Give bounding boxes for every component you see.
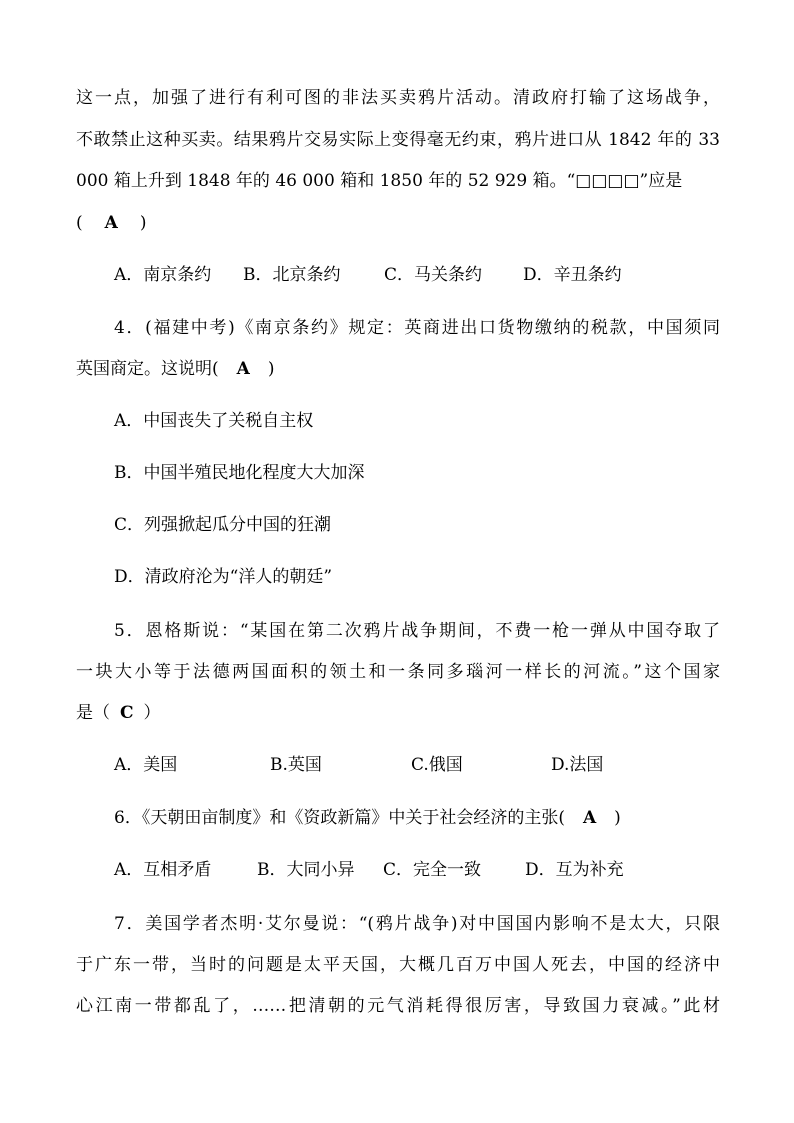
q3-option-c: C．马关条约 xyxy=(384,265,483,285)
q4-option-a: A．中国丧失了关税自主权 xyxy=(114,411,314,431)
q7-stem-line-3: 心江南一带都乱了，……把清朝的元气消耗得很厉害，导致国力衰减。”此材 xyxy=(76,996,720,1016)
q3-text-line-3: 000 箱上升到 1848 年的 46 000 箱和 1850 年的 52 929 箱。“□□□□”应是 xyxy=(76,171,683,191)
q5-answer-close-paren: ） xyxy=(143,703,161,723)
q5-option-c: C.俄国 xyxy=(411,755,463,775)
q4-option-c: C．列强掀起瓜分中国的狂潮 xyxy=(114,515,332,535)
q3-text-line-1: 这一点，加强了进行有利可图的非法买卖鸦片活动。清政府打输了这场战争， xyxy=(76,88,720,108)
q3-answer-close-paren: ) xyxy=(139,213,147,233)
q4-stem-text: 英国商定。这说明( xyxy=(76,359,219,379)
q6-answer-close-paren: ) xyxy=(614,808,621,828)
q3-option-d: D．辛丑条约 xyxy=(523,265,622,285)
q3-answer-line xyxy=(76,212,146,234)
q3-option-b: B．北京条约 xyxy=(243,265,341,285)
q3-answer-open-paren: ( xyxy=(76,213,83,233)
q6-option-b: B．大同小异 xyxy=(257,860,355,880)
q4-stem-line-1: 4．(福建中考)《南京条约》规定：英商进出口货物缴纳的税款，中国须同 xyxy=(114,318,720,338)
q6-option-d: D．互为补充 xyxy=(525,860,624,880)
q4-answer: A xyxy=(236,359,250,379)
q5-answer: C xyxy=(120,703,134,723)
q6-stem-text: 6．《天朝田亩制度》和《资政新篇》中关于社会经济的主张( xyxy=(114,808,565,828)
q7-stem-line-1: 7．美国学者杰明·艾尔曼说：“(鸦片战争)对中国国内影响不是太大，只限 xyxy=(114,914,720,934)
q4-option-d: D．清政府沦为“洋人的朝廷” xyxy=(114,567,333,587)
q3-answer: A xyxy=(104,213,118,233)
q5-stem-text: 是（ xyxy=(76,703,110,723)
q4-option-b: B．中国半殖民地化程度大大加深 xyxy=(114,463,365,483)
q6-option-a: A．互相矛盾 xyxy=(114,860,212,880)
q5-option-a: A．美国 xyxy=(114,755,178,775)
q3-text-line-2: 不敢禁止这种买卖。结果鸦片交易实际上变得毫无约束，鸦片进口从 1842 年的 33 xyxy=(76,130,720,150)
q4-stem-line-2 xyxy=(76,358,274,380)
q5-stem-line-1: 5．恩格斯说：“某国在第二次鸦片战争期间，不费一枪一弹从中国夺取了 xyxy=(114,621,720,641)
q5-stem-line-3 xyxy=(76,702,161,724)
q7-stem-line-2: 于广东一带，当时的问题是太平天国，大概几百万中国人死去，中国的经济中 xyxy=(76,955,720,975)
q6-stem-line-1 xyxy=(114,807,621,829)
q3-option-a: A．南京条约 xyxy=(114,265,212,285)
q6-answer: A xyxy=(582,808,597,828)
q6-option-c: C．完全一致 xyxy=(383,860,482,880)
q4-answer-close-paren: ) xyxy=(267,359,275,379)
q5-option-b: B.英国 xyxy=(270,755,322,775)
q5-stem-line-2: 一块大小等于法德两国面积的领土和一条同多瑙河一样长的河流。”这个国家 xyxy=(76,662,720,682)
q5-option-d: D.法国 xyxy=(551,755,604,775)
